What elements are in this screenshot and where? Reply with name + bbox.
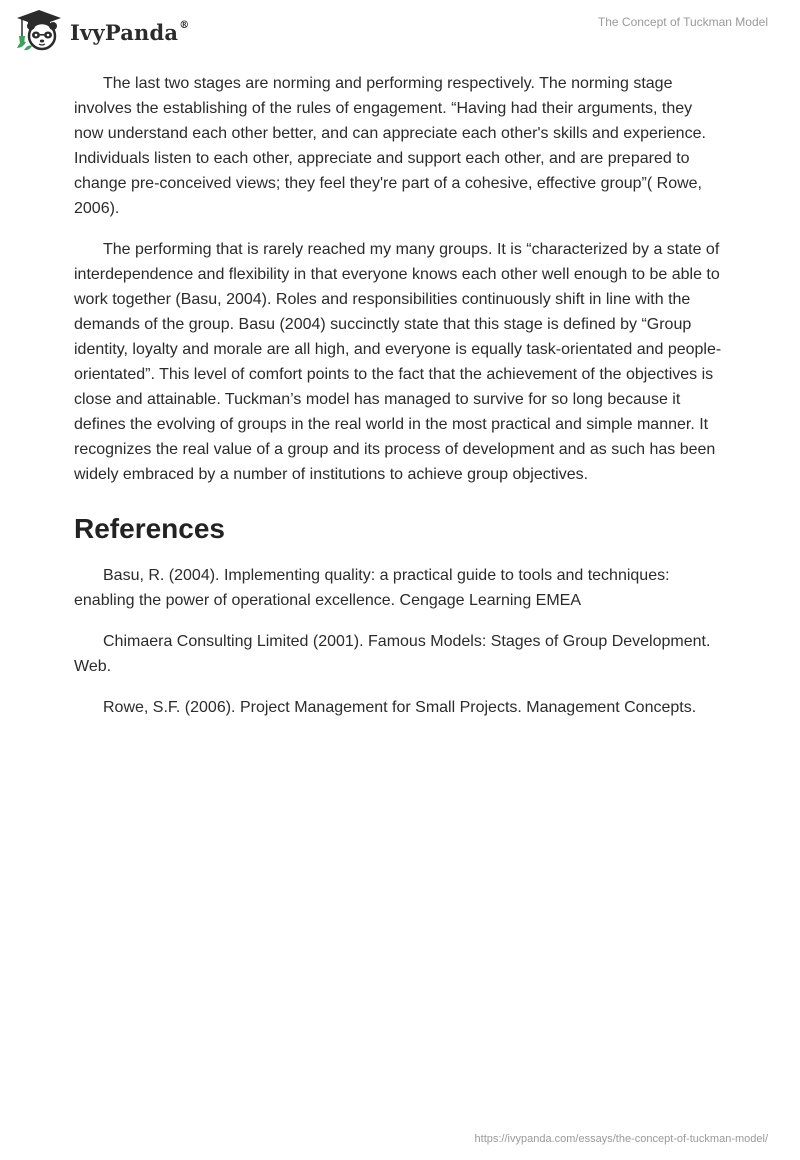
document-title: The Concept of Tuckman Model [597, 15, 768, 29]
essay-content [74, 71, 724, 736]
brand-name: IvyPanda® [70, 19, 190, 45]
reference-item: Rowe, S.F. (2006). Project Management for Small Projects. Management Concepts. [103, 699, 697, 716]
trademark-symbol: ® [179, 19, 190, 31]
source-url-link[interactable]: https://ivypanda.com/essays/the-concept-of-tuckman-model/ [474, 1133, 768, 1145]
body-paragraph: The performing that is rarely reached my many groups. It is “characterized by a state of interdependence and flexibility in that everyone knows each other well enough to be able to work together (Basu, 2004). Roles and responsibilities continuously shift in line with the demands of the group. Basu (2004) succinctly state that this stage is defined by “Group identity, loyalty and morale are all high, and everyone is equally task-orientated and people-orientated”. This level of comfort points to the fact that the achievement of the objectives is close and attainable. Tuckman’s model has managed to survive for so long because it defines the evolving of groups in the real world in the most practical and simple manner. It recognizes the real value of a group and its process of development and as such has been widely embraced by a number of institutions to achieve group objectives. [74, 241, 722, 483]
body-paragraph: The last two stages are norming and performing respectively. The norming stage involves the establishing of the rules of engagement. “Having had their arguments, they now understand each other better, and can appreciate each other's skills and experience. Individuals listen to each other, appreciate and support each other, and are prepared to change pre-conceived views; they feel they're part of a cohesive, effective group”( Rowe, 2006). [74, 75, 706, 217]
page-header [0, 0, 800, 60]
ivypanda-logo[interactable] [14, 8, 189, 52]
panda-graduate-logo-icon [14, 8, 64, 52]
references-heading: References [74, 513, 225, 544]
reference-item: Chimaera Consulting Limited (2001). Famous Models: Stages of Group Development. Web. [74, 633, 711, 675]
reference-item: Basu, R. (2004). Implementing quality: a practical guide to tools and techniques: enabling the power of operational excellence. Cengage Learning EMEA [74, 567, 670, 609]
